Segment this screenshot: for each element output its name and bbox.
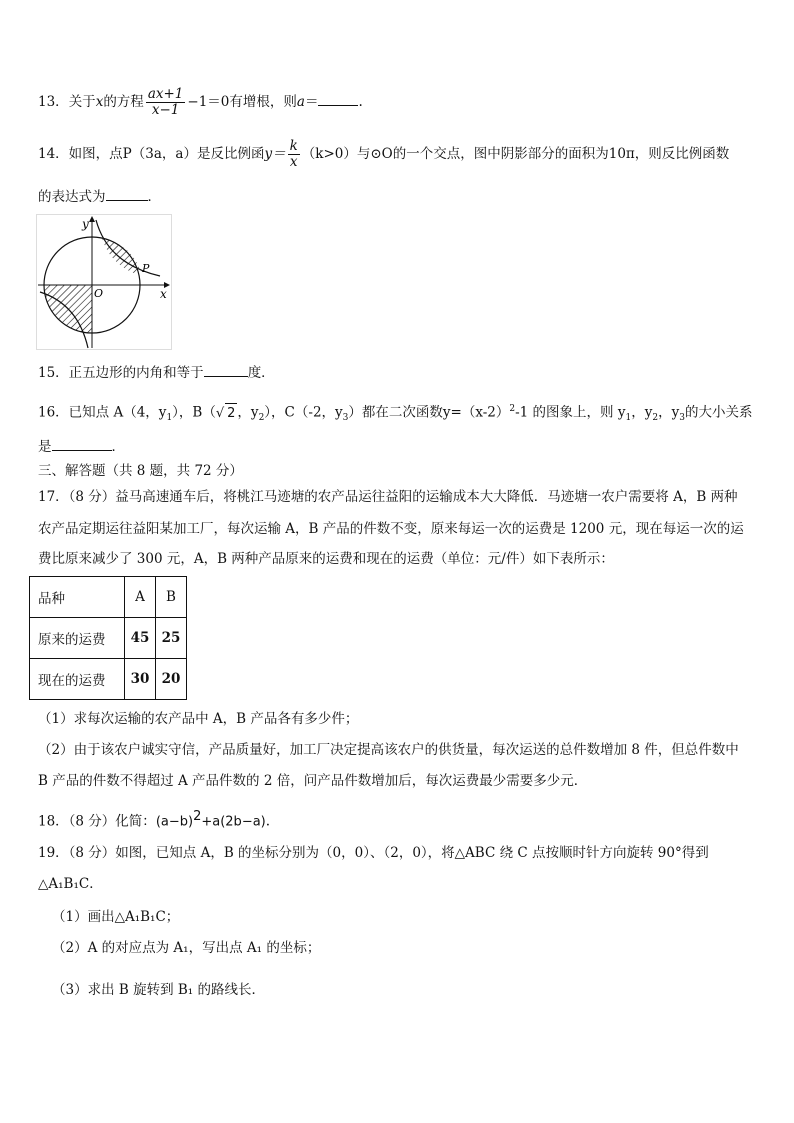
question-18 bbox=[38, 807, 270, 833]
figure-frame bbox=[37, 215, 172, 350]
table-row bbox=[30, 618, 187, 659]
question-13 bbox=[38, 87, 363, 118]
q16-text-i: 的大小关系 bbox=[684, 404, 753, 421]
shaded-region-upper-right bbox=[102, 238, 139, 274]
q14-text-b: （k>0）与⊙O的一个交点，图中阴影部分的面积为10π，则反比例函数 bbox=[301, 146, 730, 162]
table-cell: 30 bbox=[125, 659, 156, 700]
q19-part3: （3）求出 B 旋转到 B₁ 的路线长． bbox=[52, 982, 266, 998]
q13-mid: 的方程 bbox=[103, 94, 144, 110]
q18-expr-sup: 2 bbox=[193, 809, 202, 824]
table-cell: 45 bbox=[125, 618, 156, 659]
q13-eq: −1＝0 bbox=[187, 94, 230, 110]
q16-sub3: 3 bbox=[342, 413, 349, 424]
q14-func-lhs: y＝ bbox=[264, 146, 286, 162]
q15-text: 15．正五边形的内角和等于 bbox=[38, 365, 204, 381]
q16-text-h: ，y bbox=[658, 404, 680, 421]
q16-sqrt: √ 2 bbox=[216, 406, 238, 421]
q14-fraction bbox=[288, 139, 300, 170]
q16-text-g: ，y bbox=[631, 404, 653, 421]
question-16-line2 bbox=[38, 436, 125, 457]
q16-s2: 2 bbox=[652, 413, 659, 424]
q17-part2-line2: B 产品的件数不得超过 A 产品件数的 2 倍，问产品件数增加后，每次运费最少需要多少元． bbox=[38, 773, 588, 789]
q13-answer-blank[interactable] bbox=[318, 91, 358, 106]
q19-line1: 19．（8 分）如图，已知点 A，B 的坐标分别为（0，0）、（2，0），将△ABC 绕 C 点按顺时针方向旋转 90°得到 bbox=[38, 845, 709, 861]
table-row bbox=[30, 577, 187, 618]
q13-eq2: ＝ bbox=[304, 94, 319, 110]
q15-answer-blank[interactable] bbox=[204, 362, 248, 377]
label-p: P bbox=[142, 262, 150, 275]
q13-var-a: a bbox=[296, 94, 305, 110]
q18-expr-b: +a(2b−a) bbox=[201, 814, 266, 830]
q16-sup: 2 bbox=[509, 404, 516, 414]
table-cell: 原来的运费 bbox=[30, 618, 125, 659]
table-cell: 25 bbox=[156, 618, 187, 659]
label-y: y bbox=[82, 217, 89, 231]
q14-line2-end: ． bbox=[147, 189, 161, 205]
fee-table bbox=[29, 576, 187, 700]
q16-sub1: 1 bbox=[166, 413, 173, 424]
q17-line2: 农产品定期运往益阳某加工厂，每次运输 A，B 产品的件数不变，原来每运一次的运费是 1200 元，现在每运一次的运 bbox=[38, 521, 744, 537]
table-header-b: B bbox=[156, 577, 187, 618]
q16-s3: 3 bbox=[679, 413, 685, 424]
q13-suffix: 有增根，则 bbox=[229, 94, 297, 110]
q13-var-x: x bbox=[95, 94, 104, 110]
q16-sub2: 2 bbox=[258, 413, 265, 424]
q13-frac-num: ax+1 bbox=[147, 86, 184, 102]
q16-text-f: -1 的图象上，则 y bbox=[515, 404, 626, 421]
q17-part2-line1: （2）由于该农户诚实守信，产品质量好，加工厂决定提高该农户的供货量，每次运送的总件数增加 8 件，但总件数中 bbox=[38, 742, 739, 758]
q14-frac-num: k bbox=[289, 138, 298, 154]
question-14-line1 bbox=[38, 139, 729, 170]
q14-frac-den: x bbox=[289, 154, 298, 170]
q14-figure bbox=[36, 214, 172, 350]
q15-end: 度． bbox=[247, 365, 275, 381]
table-row bbox=[30, 659, 187, 700]
label-x: x bbox=[160, 287, 167, 301]
table-header-a: A bbox=[125, 577, 156, 618]
q17-part1: （1）求每次运输的农产品中 A，B 产品各有多少件； bbox=[38, 711, 359, 727]
q16-text-d: ），C（-2，y bbox=[264, 404, 343, 421]
q16-s1: 1 bbox=[625, 413, 632, 424]
q17-line1: 17．（8 分）益马高速通车后，将桃江马迹塘的农产品运往益阳的运输成本大大降低．马迹塘一农户需要将 A，B 两种 bbox=[38, 489, 738, 505]
q13-end: . bbox=[358, 94, 363, 110]
q16-sqrt-value: 2 bbox=[225, 403, 237, 424]
q19-line2: △A₁B₁C． bbox=[38, 876, 103, 892]
question-14-line2 bbox=[38, 186, 161, 207]
q13-fraction bbox=[146, 87, 186, 118]
q17-line3: 费比原来减少了 300 元，A，B 两种产品原来的运费和现在的运费（单位：元/件）如下表所示： bbox=[38, 551, 614, 567]
q13-frac-den: x−1 bbox=[151, 102, 180, 118]
q14-text-a: 14．如图，点P（3a，a）是反比例函 bbox=[38, 146, 265, 162]
q16-text-c: ，y bbox=[237, 404, 259, 421]
q16-text-e: ）都在二次函数y=（x-2） bbox=[348, 404, 510, 421]
q13-number: 13． bbox=[38, 94, 69, 110]
q19-part2: （2）A 的对应点为 A₁，写出点 A₁ 的坐标； bbox=[52, 940, 321, 956]
table-cell: 现在的运费 bbox=[30, 659, 125, 700]
question-16-line1 bbox=[38, 399, 752, 428]
q19-part1: （1）画出△A₁B₁C； bbox=[52, 909, 180, 925]
q18-end: . bbox=[265, 813, 271, 830]
q16-text-b: ），B（ bbox=[172, 404, 216, 421]
q18-text: 18．（8 分）化简： bbox=[38, 813, 156, 830]
section-3-heading: 三、解答题（共 8 题，共 72 分） bbox=[38, 463, 243, 479]
q14-line2-text: 的表达式为 bbox=[38, 189, 106, 205]
q16-text-a: 16．已知点 A（4，y bbox=[38, 404, 167, 421]
label-o: O bbox=[94, 287, 104, 300]
q16-line2-text: 是 bbox=[38, 439, 52, 455]
question-15 bbox=[38, 362, 275, 383]
y-axis-arrow-icon bbox=[89, 216, 95, 222]
table-cell: 20 bbox=[156, 659, 187, 700]
q16-line2-end: ． bbox=[111, 439, 125, 455]
q18-expr-a: (a−b) bbox=[155, 814, 194, 830]
table-header-variety: 品种 bbox=[30, 577, 125, 618]
q13-prefix: 关于 bbox=[68, 94, 96, 110]
q16-answer-blank[interactable] bbox=[52, 436, 112, 451]
q14-answer-blank[interactable] bbox=[106, 186, 148, 201]
